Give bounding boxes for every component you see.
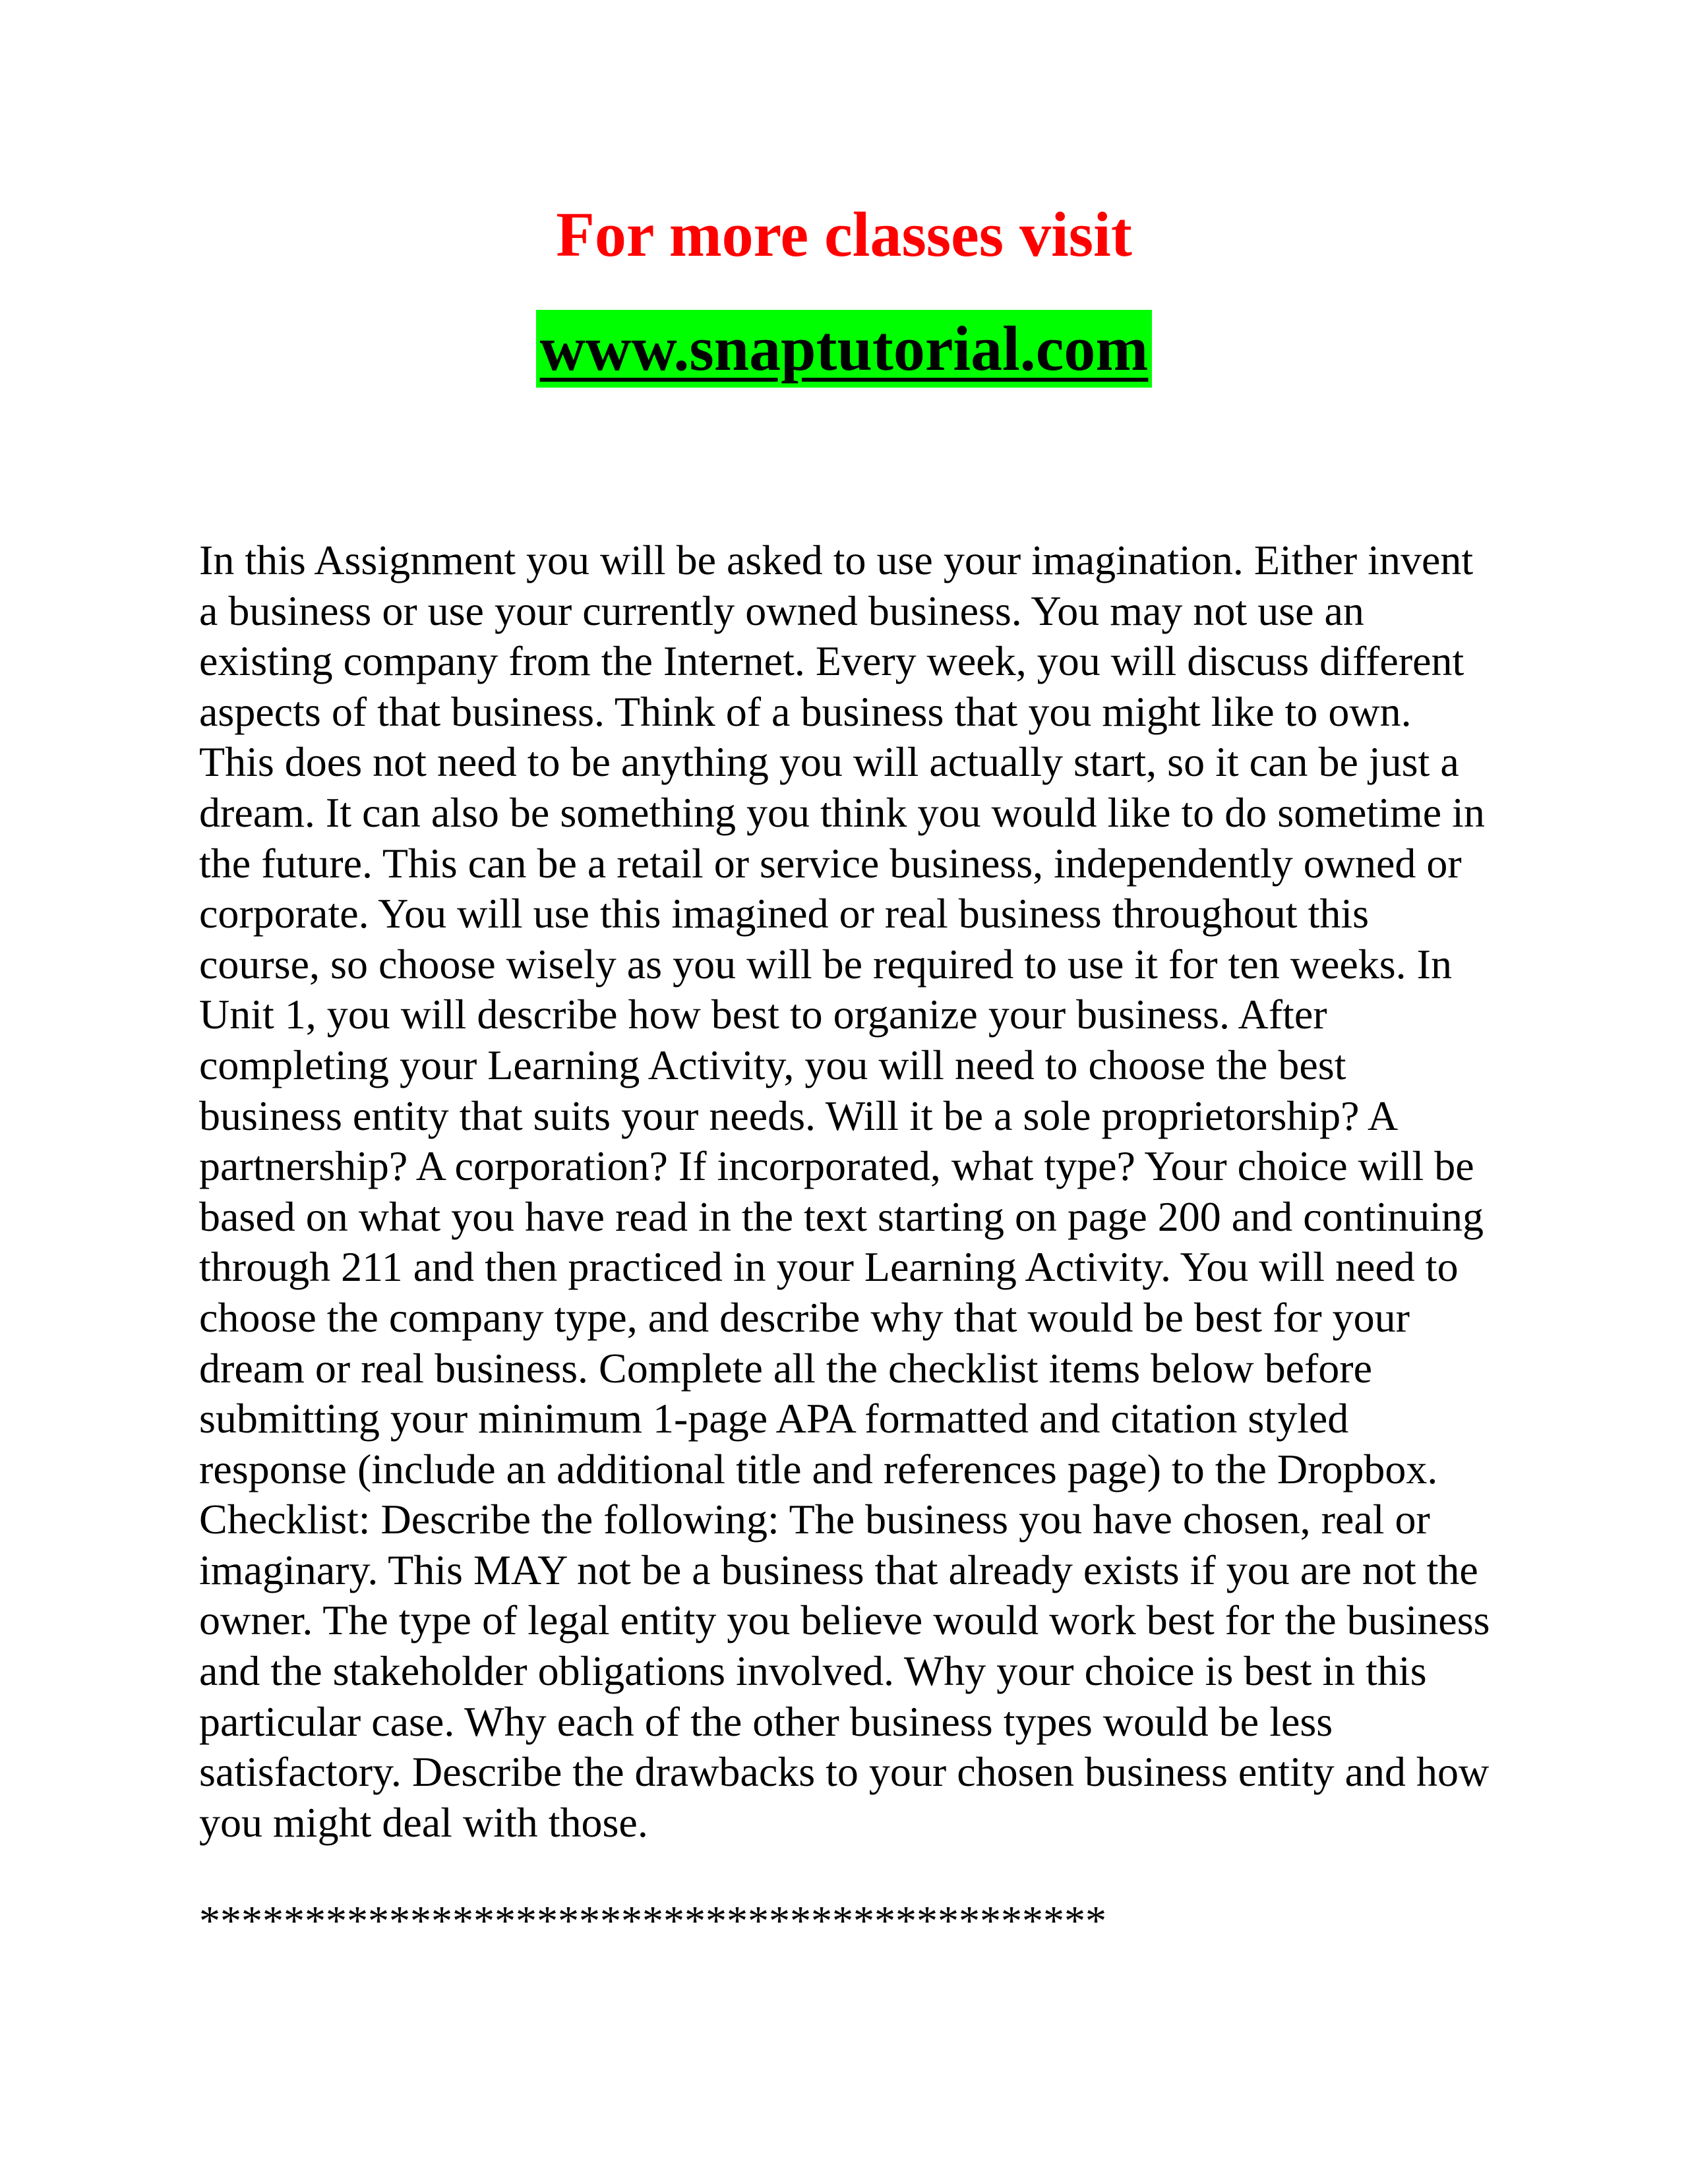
- assignment-paragraph: In this Assignment you will be asked to use your imagination. Either invent a business or use your currently owned business. You may not use an existing company from the Internet. Every week, you will discuss different aspects of that business. Think of a business that you might like to own. This does not need to be anything you will actually start, so it can be just a dream. It can also be something you think you would like to do sometime in the future. This can be a retail or service business, independently owned or corporate. You will use this imagined or real business throughout this course, so choose wisely as you will be required to use it for ten weeks. In Unit 1, you will describe how best to organize your business. After completing your Learning Activity, you will need to choose the best business entity that suits your needs. Will it be a sole proprietorship? A partnership? A corporation? If incorporated, what type? Your choice will be based on what you have read in the text starting on page 200 and continuing through 211 and then practiced in your Learning Activity. You will need to choose the company type, and describe why that would be best for your dream or real business. Complete all the checklist items below before submitting your minimum 1-page APA formatted and citation styled response (include an additional title and references page) to the Dropbox. Checklist: Describe the following: The business you have chosen, real or imaginary. This MAY not be a business that already exists if you are not the owner. The type of legal entity you believe would work best for the business and the stakeholder obligations involved. Why your choice is best in this particular case. Why each of the other business types would be less satisfactory. Describe the drawbacks to your chosen business entity and how you might deal with those.: [199, 537, 1490, 1846]
- url-container: [0, 310, 1688, 388]
- asterisk-separator: *******************************************: [199, 1897, 1106, 1944]
- website-link[interactable]: www.snaptutorial.com: [536, 310, 1153, 388]
- page-title: For more classes visit: [556, 199, 1132, 270]
